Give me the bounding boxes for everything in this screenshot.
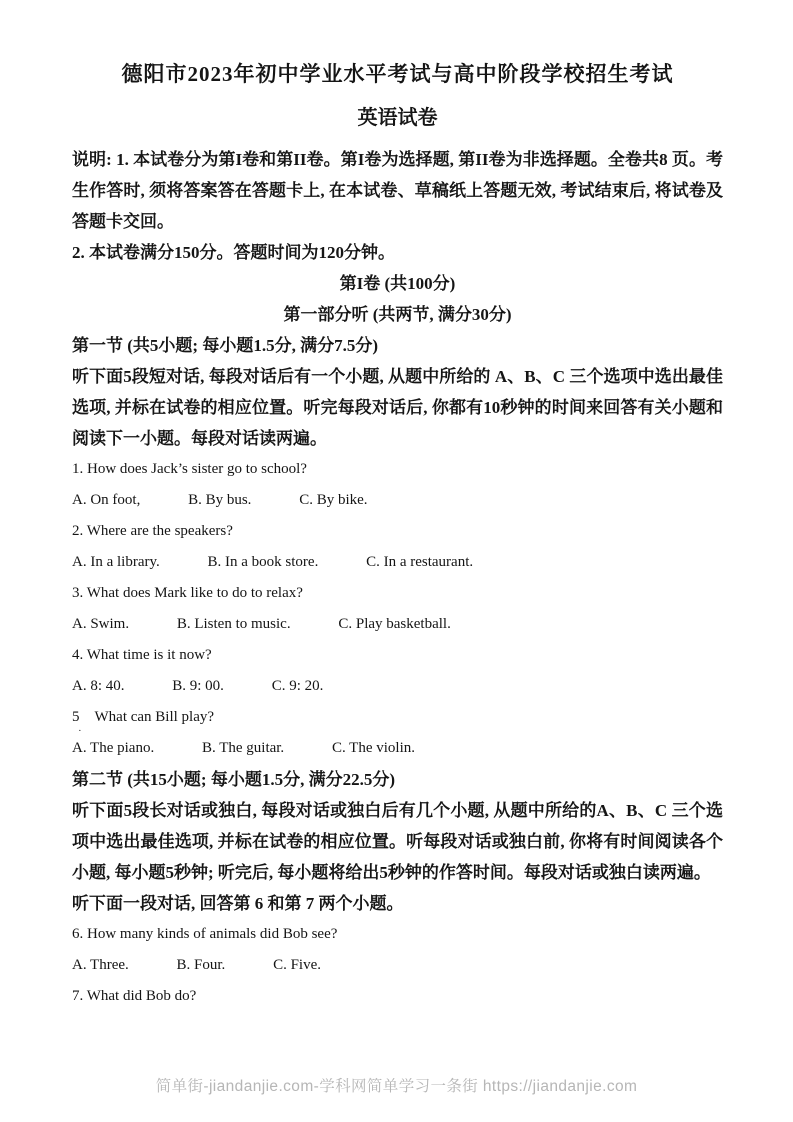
question-5 [72,702,723,764]
question-options [72,733,723,764]
question-3 [72,578,723,640]
question-6 [72,919,723,981]
option-c: C. In a restaurant. [366,554,474,570]
question-4 [72,640,723,702]
option-a: A. 8: 40. [72,678,125,694]
page-title: 德阳市2023年初中学业水平考试与高中阶段学校招生考试 [121,62,674,86]
question-7 [72,981,723,1012]
footer-watermark: 简单街-jiandanjie.com-学科网简单学习一条街 https://jiandanjie.com [155,1078,638,1095]
option-c: C. The violin. [331,740,415,756]
question-text: 3. What does Mark like to do to relax? [72,585,303,601]
question-options [72,950,723,981]
part1-heading: 第一部分听 (共两节, 满分30分) [283,305,512,324]
question-2 [72,516,723,578]
option-c: C. By bike. [299,492,368,508]
option-b: B. In a book store. [207,554,319,570]
option-a: A. Swim. [72,616,130,632]
section2-instructions: 听下面5段长对话或独白, 每段对话或独白后有几个小题, 从题中所给的A、B、C 三个选项中选出最佳选项, 并标在试卷的相应位置。听每段对话或独白前, 你将有时间阅读各个小题, 每小题5秒钟; 听完后, 每小题将给出5秒钟的作答时间。每段对话或独白读两遍。 [72,801,723,882]
section1-heading: 第一节 (共5小题; 每小题1.5分, 满分7.5分) [72,336,378,355]
question-1 [72,454,723,516]
option-a: A. Three. [72,957,129,973]
question-text: 1. How does Jack’s sister go to school? [72,461,307,477]
option-b: B. 9: 00. [172,678,224,694]
option-a: A. In a library. [72,554,160,570]
volume-heading: 第I卷 (共100分) [339,274,456,293]
exam-note-1: 说明: 1. 本试卷分为第I卷和第II卷。第I卷为选择题, 第II卷为非选择题。全卷共8 页。考生作答时, 须将答案答在答题卡上, 在本试卷、草稿纸上答题无效, 考试结束后, 将试卷及答题卡交回。 [72,150,723,231]
option-c: C. Five. [273,957,321,973]
exam-note-2: 2. 本试卷满分150分。答题时间为120分钟。 [72,243,395,262]
option-c: C. 9: 20. [271,678,324,694]
question-options [72,609,723,640]
option-b: B. By bus. [188,492,252,508]
stray-period-mark: · [78,725,82,737]
dialogue-intro: 听下面一段对话, 回答第 6 和第 7 两个小题。 [72,894,404,913]
section2-heading: 第二节 (共15小题; 每小题1.5分, 满分22.5分) [72,770,395,789]
option-a: A. The piano. [72,740,155,756]
page-subtitle: 英语试卷 [357,107,438,129]
question-options [72,671,723,702]
question-options [72,547,723,578]
option-c: C. Play basketball. [338,616,451,632]
option-b: B. Listen to music. [176,616,291,632]
question-text: 2. Where are the speakers? [72,523,233,539]
option-a: A. On foot, [72,492,141,508]
question-options [72,485,723,516]
question-text: 6. How many kinds of animals did Bob see? [72,926,338,942]
option-b: B. Four. [176,957,226,973]
question-text: 4. What time is it now? [72,647,212,663]
question-text: 5 What can Bill play? [72,709,215,725]
question-text: 7. What did Bob do? [72,988,197,1004]
option-b: B. The guitar. [201,740,285,756]
section1-instructions: 听下面5段短对话, 每段对话后有一个小题, 从题中所给的 A、B、C 三个选项中选出最佳选项, 并标在试卷的相应位置。听完每段对话后, 你都有10秒钟的时间来回答有关小题和阅读下一小题。每段对话读两遍。 [72,367,723,448]
